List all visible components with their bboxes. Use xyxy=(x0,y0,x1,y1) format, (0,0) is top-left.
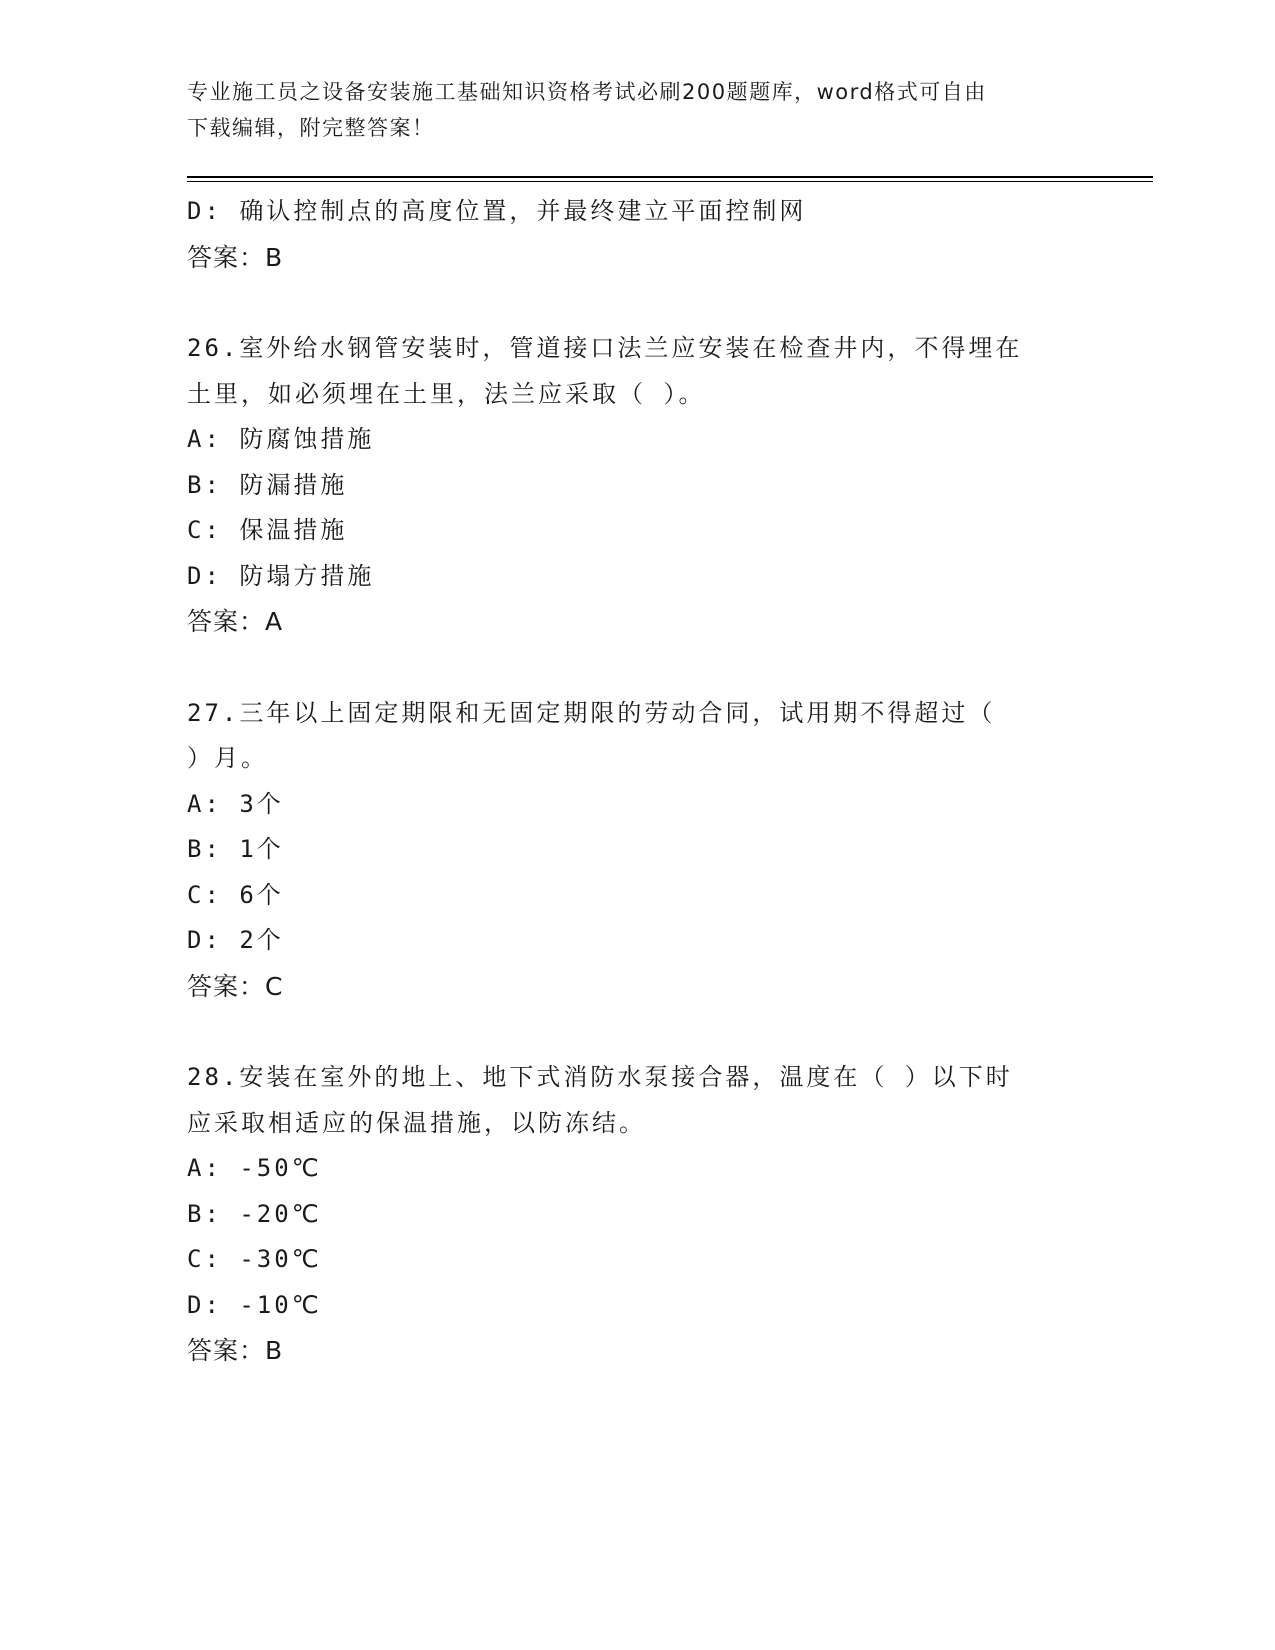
question-26 xyxy=(187,326,1087,645)
option-a: A: 防腐蚀措施 xyxy=(187,425,375,453)
option-c: C: -30℃ xyxy=(187,1245,322,1273)
question-stem: 27.三年以上固定期限和无固定期限的劳动合同，试用期不得超过（ xyxy=(187,698,996,727)
question-28 xyxy=(187,1055,1087,1374)
spacer xyxy=(187,280,1087,326)
header-rule-thin xyxy=(187,181,1153,182)
question-stem: 28.安装在室外的地上、地下式消防水泵接合器，温度在（ ）以下时 xyxy=(187,1063,1013,1091)
document-header xyxy=(187,74,1087,146)
option-b: B: 防漏措施 xyxy=(187,470,348,499)
question-stem: ）月。 xyxy=(187,744,268,772)
question-stem: 26.室外给水钢管安装时，管道接口法兰应安装在检查井内，不得埋在 xyxy=(187,334,1023,362)
option-d: D: 确认控制点的高度位置，并最终建立平面控制网 xyxy=(187,197,807,225)
spacer xyxy=(187,645,1087,691)
question-27 xyxy=(187,691,1087,1010)
question-list xyxy=(187,189,1087,1374)
question-stem: 土里，如必须埋在土里，法兰应采取（ ）。 xyxy=(187,379,706,408)
option-d: D: 防塌方措施 xyxy=(187,561,375,590)
answer-line: 答案：B xyxy=(187,1336,284,1365)
option-c: C: 保温措施 xyxy=(187,516,348,544)
answer-line: 答案：A xyxy=(187,607,284,636)
question-stem: 应采取相适应的保温措施，以防冻结。 xyxy=(187,1108,646,1137)
spacer xyxy=(187,1009,1087,1055)
header-line-1: 专业施工员之设备安装施工基础知识资格考试必刷200题题库，word格式可自由 xyxy=(187,80,987,104)
option-b: B: 1个 xyxy=(187,835,284,863)
previous-question-tail xyxy=(187,189,1087,280)
header-line-2: 下载编辑，附完整答案！ xyxy=(187,116,435,140)
option-a: A: -50℃ xyxy=(187,1154,322,1182)
answer-line: 答案：C xyxy=(187,971,284,1001)
header-rule-thick xyxy=(187,176,1153,178)
option-c: C: 6个 xyxy=(187,880,284,909)
answer-line: 答案：B xyxy=(187,242,284,272)
option-a: A: 3个 xyxy=(187,789,284,818)
option-d: D: -10℃ xyxy=(187,1290,322,1319)
option-d: D: 2个 xyxy=(187,926,284,954)
option-b: B: -20℃ xyxy=(187,1199,322,1228)
